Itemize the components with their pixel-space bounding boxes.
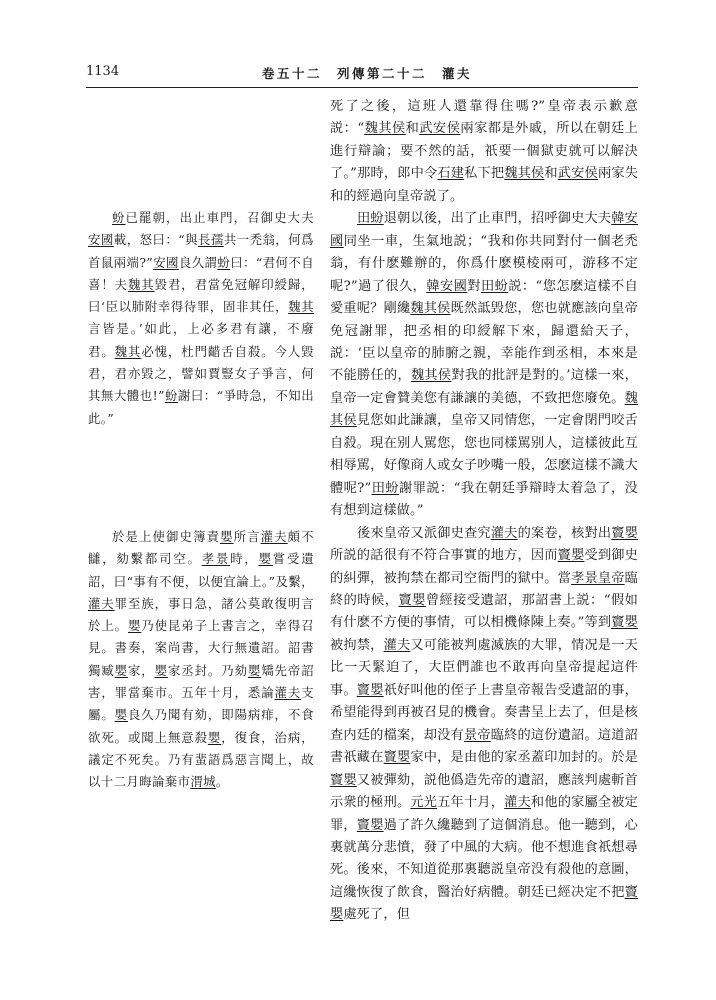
text-run: 對 <box>467 278 481 294</box>
page-number: 1134 <box>86 64 120 79</box>
text-run: 和他的家屬全被定罪， <box>330 795 639 833</box>
translation-paragraph-1 <box>330 96 638 208</box>
translation-paragraph-2 <box>330 208 638 522</box>
proper-name: 孝景皇帝 <box>571 570 625 586</box>
text-run: 後來皇帝又派御史查究 <box>357 525 491 541</box>
text-run: 矯先帝詔害，罪當棄市。五年十月，悉論 <box>88 662 314 701</box>
proper-name: 嬰 <box>207 729 222 745</box>
text-run: 對我的批評是對的。’這樣一來，皇帝一定會贊美您有謙讓的美德，不致把您廢免。 <box>330 368 638 406</box>
proper-name: 竇嬰 <box>383 750 411 766</box>
proper-name: 韓安國 <box>330 211 638 249</box>
proper-name: 渭城 <box>190 774 216 790</box>
proper-name: 安國 <box>88 232 114 248</box>
text-run: 家， <box>127 662 155 678</box>
text-run: 共一禿翁，何爲首鼠兩端?” <box>88 232 314 270</box>
proper-name: 灌夫 <box>383 637 411 653</box>
text-run: 。 <box>215 774 229 790</box>
text-run: 和 <box>544 166 558 182</box>
text-run: 兩家失和的經過向皇帝説了。 <box>330 166 639 204</box>
proper-name: 魏其侯 <box>410 301 451 317</box>
text-run: 受到御史的糾彈，被拘禁在都司空衙門的獄中。當 <box>330 548 638 586</box>
text-run: 家中，是由他的家丞蓋印加封的。於是 <box>410 750 638 766</box>
text-run: 支屬。 <box>88 685 314 723</box>
text-run: 同坐一車，生氣地説；“我和你共同對付一個老禿翁，有什麽難辦的，你爲什麽模棱兩可，游移不定呢?”過了很久， <box>330 233 638 294</box>
text-run: 私下把 <box>464 166 505 182</box>
proper-name: 竇嬰 <box>330 884 638 923</box>
proper-name: 長孺 <box>198 232 224 248</box>
text-run: 頗不讎，劾繫都司空。 <box>88 529 314 567</box>
text-run: 良久謂 <box>178 254 218 270</box>
proper-name: 嬰 <box>220 529 234 544</box>
text-run: 於是上使御史簿責 <box>112 529 221 544</box>
text-run: 所言 <box>233 529 261 544</box>
text-run: 又可能被判處滅族的大罪，情况是一天比一天緊迫了，大臣們誰也不敢再向皇帝提起這件事。 <box>330 637 638 698</box>
proper-name: 元光 <box>410 795 438 811</box>
chapter-title: 卷五十二 列傳第二十二 灌夫 <box>262 66 473 81</box>
text-run: 曾經接受遺詔，那詔書上説：“假如有什麽不方便的事情，可以相機條陳上奏。”等到 <box>330 592 638 631</box>
proper-name: 嬰 <box>258 551 273 567</box>
proper-name: 灌夫 <box>88 595 115 611</box>
proper-name: 魏其侯 <box>364 121 406 137</box>
classical-text-block-2 <box>88 526 314 794</box>
proper-name: 孝景 <box>201 551 231 567</box>
text-run: 臨終的時候， <box>330 570 638 608</box>
proper-name: 竇嬰 <box>330 772 357 788</box>
proper-name: 竇嬰 <box>398 592 426 608</box>
text-run: 已罷朝，出止車門，召御史大夫 <box>125 210 314 225</box>
text-run: 被拘禁， <box>330 637 384 653</box>
text-run: 臨終的這份遺詔。這道詔書祇藏在 <box>330 727 638 766</box>
proper-name: 蚡 <box>164 388 178 404</box>
proper-name: 嬰 <box>127 618 142 634</box>
proper-name: 田蚡 <box>480 278 509 294</box>
proper-name: 嬰 <box>154 662 168 678</box>
classical-paragraph <box>88 207 314 430</box>
proper-name: 韓安國 <box>426 278 468 294</box>
proper-name: 魏其侯 <box>330 390 638 429</box>
text-run: 又被彈劾，説他僞造先帝的遺詔，應該判處斬首示衆的極刑。 <box>330 772 638 811</box>
proper-name: 石建 <box>437 166 465 182</box>
proper-name: 竇嬰 <box>611 525 638 541</box>
text-run: 處死了，但 <box>343 907 411 923</box>
text-run: 罪至族，事日急，諸公莫敢復明言於上。 <box>88 595 314 634</box>
text-run: 嘗受遺詔，曰“事有不便，以便宜論上。”及繫， <box>88 551 315 589</box>
text-run: 祇好叫他的侄子上書皇帝報告受遺詔的事，希望能得到再被召見的機會。奏書呈上去了，但是核查内廷的檔案，却没有 <box>330 682 638 743</box>
text-run: 言皆是。’如此，上必多君有讓，不廢君。 <box>88 321 314 359</box>
text-run: 兩家都是外戚，所以在朝廷上進行辯論；要不然的話，祇要一個獄吏就可以解決了。”那時，郎中令 <box>330 121 638 182</box>
proper-name: 安國 <box>153 254 179 270</box>
text-run: 的案卷，核對出 <box>517 525 612 541</box>
proper-name: 武安侯 <box>419 121 461 137</box>
text-run: ，復食，治病，議定不死矣。乃有蜚語爲惡言聞上，故以十二月晦論棄市 <box>88 729 314 790</box>
text-run: 家丞封。乃劾 <box>167 662 248 678</box>
proper-name: 魏其侯 <box>504 166 545 182</box>
proper-name: 灌夫 <box>260 529 288 544</box>
proper-name: 竇嬰 <box>356 817 384 833</box>
proper-name: 魏其侯 <box>410 368 452 384</box>
proper-name: 灌夫 <box>490 525 518 541</box>
text-run: 謝罪説：“我在朝廷爭辯時太着急了，没有想到這樣做。” <box>330 480 638 519</box>
proper-name: 田蚡 <box>357 211 384 227</box>
proper-name: 灌夫 <box>504 795 531 811</box>
text-run: 載，怒曰：“與 <box>113 232 199 248</box>
text-run: 曰：“君何不自喜！夫 <box>88 254 314 292</box>
proper-name: 嬰 <box>114 662 128 678</box>
text-run: 所説的話很有不符合事實的地方，因而 <box>330 548 558 564</box>
proper-name: 景帝 <box>463 727 491 743</box>
text-run: 過了許久纔聽到了這個消息。他一聽到，心裏就萬分悲憤，發了中風的大病。他不想進食祇想尋死。後來，不知道從那裏聽説皇帝没有殺他的意圖，這纔恢復了飲食，醫治好病體。朝廷已經决定不把 <box>330 817 638 900</box>
proper-name: 竇嬰 <box>557 548 585 564</box>
text-run: 乃使昆弟子上書言之，幸得召見。書奏，案尚書，大行無遺詔。詔書獨臧 <box>88 618 315 678</box>
text-run: 毀君，君當免冠解印綬歸，曰‘臣以肺附幸得待罪，固非其任， <box>88 276 314 315</box>
proper-name: 魏其 <box>288 299 314 315</box>
proper-name: 蚡 <box>112 210 126 225</box>
proper-name: 田蚡 <box>371 480 400 496</box>
text-run: 時， <box>230 551 259 567</box>
text-run: 死了之後，這班人還靠得住嗎?”皇帝表示歉意説：“ <box>330 99 638 137</box>
text-run: 謝曰：“爭時急，不知出此。” <box>88 388 315 426</box>
header-rule <box>86 87 638 88</box>
text-run: 必愧，杜門齰舌自殺。今人毀君，君亦毀之，譬如賈豎女子爭言，何其無大體也!” <box>88 343 314 404</box>
proper-name: 嬰 <box>247 662 262 678</box>
text-run: 和 <box>405 121 420 137</box>
proper-name: 魏其 <box>127 276 155 292</box>
proper-name: 竇嬰 <box>611 615 638 631</box>
classical-paragraph <box>88 526 314 794</box>
proper-name: 灌夫 <box>274 685 302 701</box>
proper-name: 魏其 <box>114 343 142 359</box>
text-run: 五年十月， <box>437 795 505 811</box>
translation-paragraph-3 <box>330 523 638 927</box>
running-header <box>86 64 638 84</box>
proper-name: 嬰 <box>114 707 128 723</box>
text-run: 説：“您怎麽這樣不自愛重呢？剛纔 <box>330 278 638 317</box>
proper-name: 竇嬰 <box>356 682 384 698</box>
translation-column <box>330 96 638 927</box>
text-run: 良久乃聞有劾，即陽病痱，不食欲死。或聞上無意殺 <box>88 707 314 745</box>
proper-name: 蚡 <box>217 254 231 270</box>
classical-text-block-1 <box>88 207 314 430</box>
text-run: 見您如此謙讓，皇帝又同情您，一定會閉門咬舌自殺。現在别人駡您，您也同樣駡别人，這樣彼此互相辱駡，好像商人或女子吵嘴一般，怎麽這樣不識大體呢?” <box>330 413 638 496</box>
text-run: 退朝以後，出了止車門，招呼御史大夫 <box>383 211 612 227</box>
text-run: 既然詆毁您，您也就應該向皇帝免冠謝罪，把丞相的印綬解下來，歸還給天子，説：‘臣以皇帝的肺腑之親，幸能作到丞相，本來是不能勝任的， <box>330 301 638 384</box>
proper-name: 武安侯 <box>557 166 598 182</box>
